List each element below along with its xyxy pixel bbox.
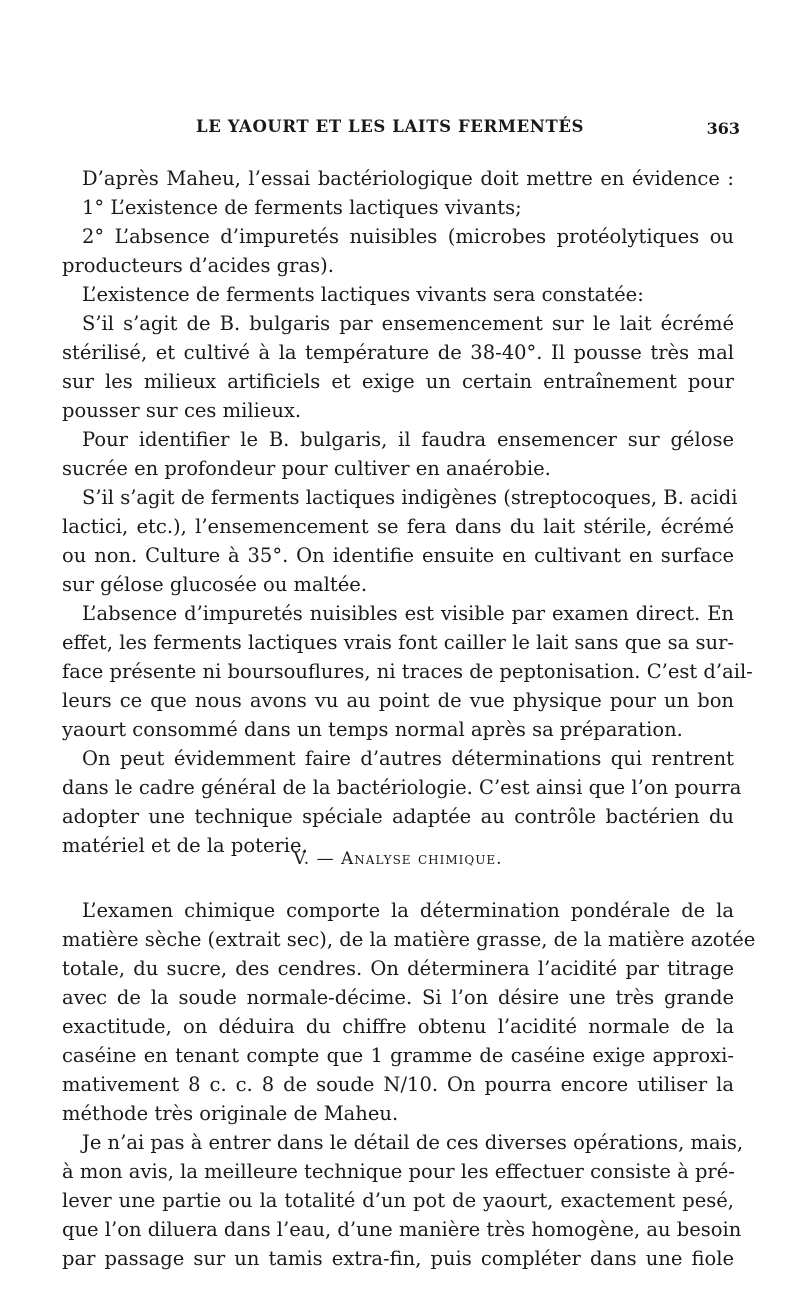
running-title: LE YAOURT ET LES LAITS FERMENTÉS [196,117,585,136]
page-number: 363 [706,119,740,138]
text-line: S’il s’agit de B. bulgaris par ensemencement sur le lait écrémé [82,312,734,335]
text-line: pousser sur ces milieux. [62,399,302,422]
text-line: ou non. Culture à 35°. On identifie ensuite en cultivant en surface [62,544,734,567]
text-line: face présente ni boursouflures, ni traces de peptonisation. C’est d’ail- [62,660,753,683]
text-line: leurs ce que nous avons vu au point de vue physique pour un bon [62,689,734,712]
text-line: Pour identifier le B. bulgaris, il faudra ensemencer sur gélose [82,428,734,451]
text-line: mativement 8 c. c. 8 de soude N/10. On pourra encore utiliser la [62,1073,734,1096]
text-line: L’examen chimique comporte la détermination pondérale de la [82,899,734,922]
text-line: caséine en tenant compte que 1 gramme de caséine exige approxi- [62,1044,734,1067]
text-line: L’absence d’impuretés nuisibles est visible par examen direct. En [82,602,734,625]
text-line: matière sèche (extrait sec), de la matière grasse, de la matière azotée [62,928,756,951]
text-line: producteurs d’acides gras). [62,254,334,277]
text-line: stérilisé, et cultivé à la température de 38-40°. Il pousse très mal [62,341,734,364]
text-line: 1° L’existence de ferments lactiques vivants; [82,196,522,219]
section-heading [62,844,734,874]
text-line: à mon avis, la meilleure technique pour les effectuer consiste à pré- [62,1160,735,1183]
text-line: sucrée en profondeur pour cultiver en anaérobie. [62,457,551,480]
page-header [60,117,740,147]
section-number: V. — [293,849,335,869]
text-line: dans le cadre général de la bactériologie. C’est ainsi que l’on pourra [62,776,742,799]
text-line: sur gélose glucosée ou maltée. [62,573,368,596]
text-line: effet, les ferments lactiques vrais font cailler le lait sans que sa sur- [62,631,734,654]
text-line: lactici, etc.), l’ensemencement se fera dans du lait stérile, écrémé [62,515,734,538]
text-line: matériel et de la poterie. [62,834,308,857]
text-line: lever une partie ou la totalité d’un pot de yaourt, exactement pesé, [62,1189,734,1212]
text-line: sur les milieux artificiels et exige un certain entraînement pour [62,370,734,393]
text-line: yaourt consommé dans un temps normal après sa préparation. [62,718,683,741]
text-line: S’il s’agit de ferments lactiques indigènes (streptocoques, B. acidi [82,486,738,509]
text-line: exactitude, on déduira du chiffre obtenu l’acidité normale de la [62,1015,734,1038]
text-line: On peut évidemment faire d’autres déterminations qui rentrent [82,747,734,770]
text-line: D’après Maheu, l’essai bactériologique doit mettre en évidence : [82,167,734,190]
text-line: méthode très originale de Maheu. [62,1102,399,1125]
text-line: totale, du sucre, des cendres. On déterminera l’acidité par titrage [62,957,734,980]
section-title: Analyse chimique. [341,849,503,869]
text-line: que l’on diluera dans l’eau, d’une manière très homogène, au besoin [62,1218,742,1241]
text-line: L’existence de ferments lactiques vivants sera constatée: [82,283,644,306]
text-line: adopter une technique spéciale adaptée au contrôle bactérien du [62,805,734,828]
text-line: par passage sur un tamis extra-fin, puis compléter dans une fiole [62,1247,734,1270]
text-line: avec de la soude normale-décime. Si l’on désire une très grande [62,986,734,1009]
text-line: Je n’ai pas à entrer dans le détail de ces diverses opérations, mais, [82,1131,744,1154]
text-line: 2° L’absence d’impuretés nuisibles (microbes protéolytiques ou [82,225,734,248]
